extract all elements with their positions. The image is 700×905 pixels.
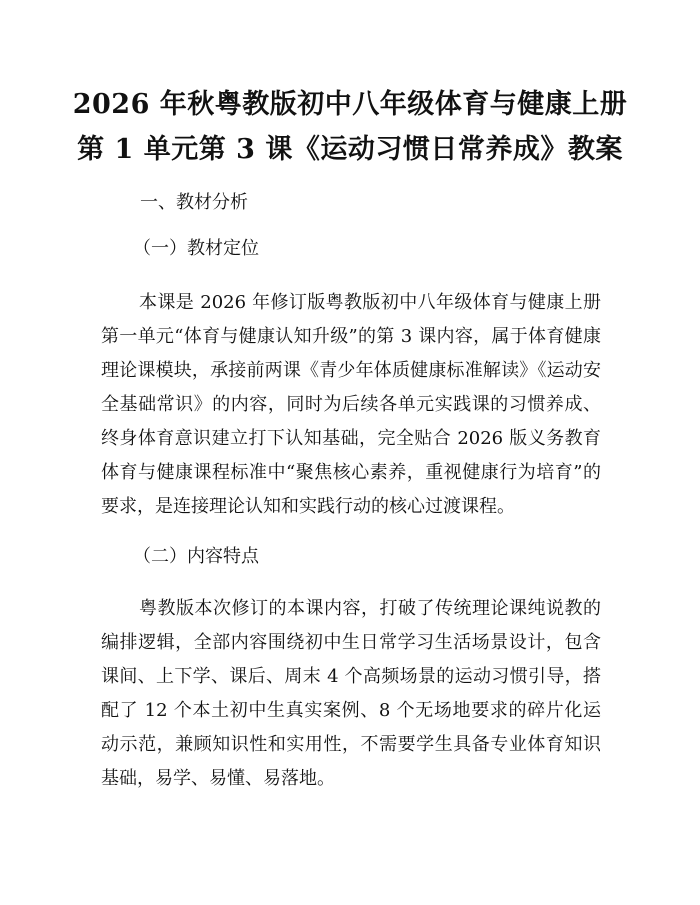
subsection-heading-material-positioning: （一）教材定位	[133, 238, 259, 259]
document-title-line-2: 第 1 单元第 3 课《运动习惯日常养成》教案	[77, 134, 623, 165]
paragraph-content-features: 粤教版本次修订的本课内容，打破了传统理论课纯说教的编排逻辑，全部内容围绕初中生日常学习生活场景设计，包含课间、上下学、课后、周末 4 个高频场景的运动习惯引导，搭配了 12 个本土初中生真实案例、8 个无场地要求的碎片化运动示范，兼顾知识性和实用性，不需要学生具备专业体育知识基础，易学、易懂、易落地。	[101, 598, 601, 789]
subsection-heading-content-features: （二）内容特点	[133, 546, 259, 567]
paragraph-material-positioning: 本课是 2026 年修订版粤教版初中八年级体育与健康上册第一单元“体育与健康认知升级”的第 3 课内容，属于体育健康理论课模块，承接前两课《青少年体质健康标准解读》《运动安全基础常识》的内容，同时为后续各单元实践课的习惯养成、终身体育意识建立打下认知基础，完全贴合 2026 版义务教育体育与健康课程标准中“聚焦核心素养，重视健康行为培育”的要求，是连接理论认知和实践行动的核心过渡课程。	[101, 292, 601, 517]
document-title-line-1: 2026 年秋粤教版初中八年级体育与健康上册	[72, 89, 628, 120]
section-heading-material-analysis: 一、教材分析	[140, 192, 248, 213]
